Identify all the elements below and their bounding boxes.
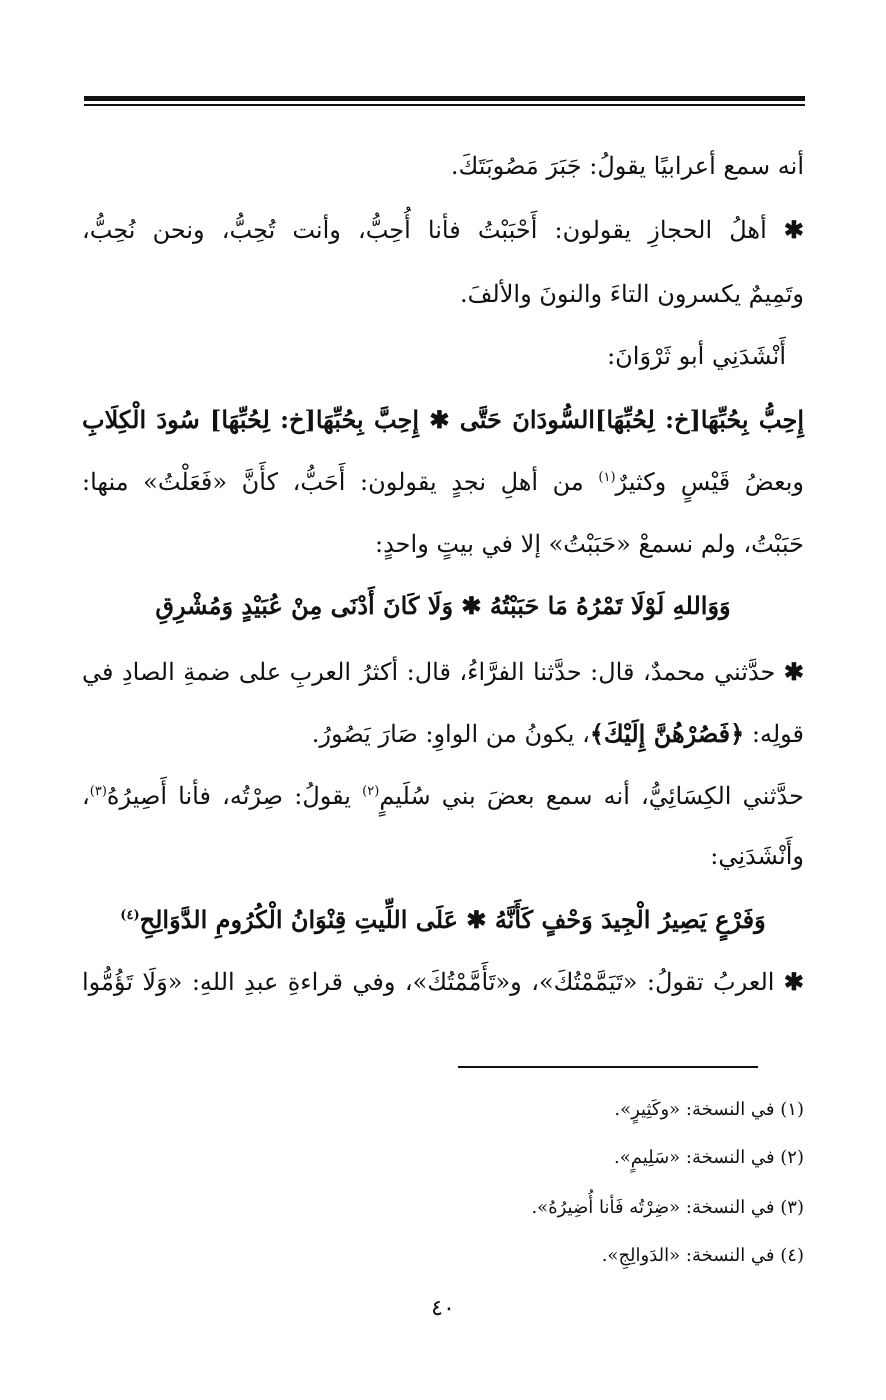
text-span: ،	[82, 782, 90, 810]
verse-text: إِحِبُّ بِحُبِّهَا[خ: لِحُبِّهَا]السُّودَانَ حَتَّى ✱ إِحِبَّ بِحُبِّهَا[خ: لِحُبِّهَا] سُودَ الْكِلَابِ	[82, 405, 804, 434]
text-span: أنه سمع أعرابيًا يقولُ: جَبَرَ مَصُوبَتَكَ.	[450, 152, 804, 180]
footnote: (٣) في النسخة: «ضِرْتُه فَأنا أُضِيرُهُ».	[531, 1197, 804, 1218]
text-span: العربُ تقولُ: «تَيَمَّمْتُكَ»، و«تَأَمَّمْتُكَ»، وفي قراءةِ عبدِ اللهِ: «وَلَا تَؤُمُّوا	[82, 968, 775, 996]
text-line	[82, 524, 804, 564]
page-number: ٤٠	[431, 1296, 455, 1321]
text-line	[82, 146, 804, 186]
text-line	[82, 652, 804, 692]
text-span: يقولُ: صِرْتُه، فأنا أَصِيرُهُ	[106, 782, 351, 810]
text-line	[82, 336, 786, 376]
text-span: أهلُ الحجازِ يقولون: أَحْبَبْتُ فأنا أُحِبُّ، وأنت تُحِبُّ، ونحن نُحِبُّ،	[82, 216, 767, 244]
text-span: حدَّثني الكِسَائِيُّ، أنه سمع بعضَ بني سُلَيمٍ	[379, 782, 804, 810]
footnote-ref: (٤)	[120, 908, 140, 923]
text-span: من أهلِ نجدٍ يقولون: أَحَبُّ، كأَنَّ «فَعَلْتُ» منها:	[82, 468, 584, 496]
text-span: أَنْشَدَنِي أبو ثَرْوَانَ:	[607, 342, 786, 370]
text-line	[82, 836, 804, 876]
text-span: وأَنْشَدَنِي:	[710, 842, 804, 870]
verse-text: وَوَاللهِ لَوْلَا تَمْرُهُ مَا حَبَبْتُهُ ✱ وَلَا كَانَ أَدْنَى مِنْ عُبَيْدٍ وَمُشْرِقِ	[155, 591, 731, 620]
text-span: ، يكونُ من الواوِ: صَارَ يَصُورُ.	[311, 720, 590, 748]
text-span: حَبَبْتُ، ولم نسمعْ «حَبَبْتُ» إلا في بيتٍ واحدٍ:	[375, 530, 804, 558]
footnote: (٤) في النسخة: «الدَوالِجِ».	[601, 1245, 804, 1266]
header-rule-thin	[84, 104, 805, 106]
text-line	[82, 274, 804, 314]
header-rule-thick	[84, 96, 805, 101]
asterisk-bullet-icon: ✱	[783, 215, 804, 244]
footnote-ref: (٣)	[89, 784, 107, 799]
footnote: (٢) في النسخة: «سَلِيمٍ».	[613, 1147, 804, 1168]
footnote-separator	[458, 1066, 758, 1068]
footnote-ref: (٢)	[362, 784, 380, 799]
verse-text: وَفَرْعٍ يَصِيرُ الْجِيدَ وَحْفٍ كَأَنَّهُ ✱ عَلَى اللِّيتِ قِنْوَانُ الْكُرُومِ الدَّوَالِحِ	[139, 905, 766, 934]
footnote: (١) في النسخة: «وكَثِيرٍ».	[614, 1099, 804, 1120]
text-line	[82, 776, 804, 816]
text-line	[82, 962, 804, 1002]
text-line	[82, 714, 804, 754]
text-span: قولِه:	[751, 720, 804, 748]
poem-verse	[82, 900, 804, 940]
text-line	[82, 462, 804, 502]
text-span: حدَّثني محمدٌ، قال: حدَّثنا الفرَّاءُ، قال: أكثرُ العربِ على ضمةِ الصادِ في	[82, 658, 776, 686]
text-line	[82, 210, 804, 250]
poem-verse	[82, 400, 804, 440]
footnote-ref: (١)	[598, 470, 616, 485]
text-span: وتَمِيمٌ يكسرون التاءَ والنونَ والألفَ.	[459, 280, 804, 308]
quran-quote: ﴿فَصُرْهُنَّ إِلَيْكَ﴾	[589, 719, 745, 748]
asterisk-bullet-icon: ✱	[783, 967, 804, 996]
text-span: وبعضُ قَيْسٍ وكثيرٌ	[615, 468, 805, 496]
poem-verse	[82, 586, 804, 626]
asterisk-bullet-icon: ✱	[783, 657, 804, 686]
